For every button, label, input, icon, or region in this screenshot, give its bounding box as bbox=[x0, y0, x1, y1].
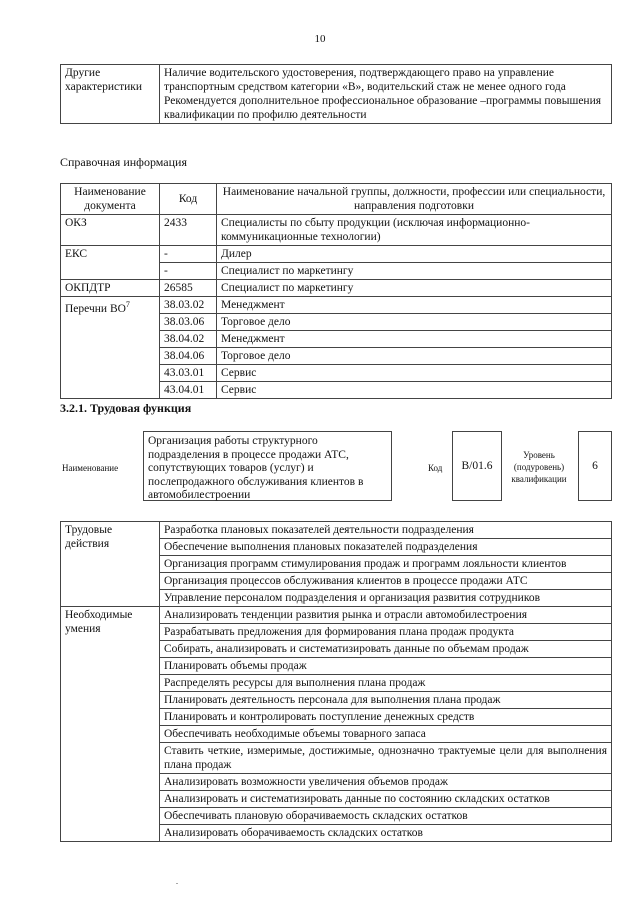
labor-function-heading: 3.2.1. Трудовая функция bbox=[60, 401, 192, 415]
ref-name: Сервис bbox=[217, 365, 612, 382]
other-characteristics-label: Другие характеристики bbox=[61, 65, 160, 124]
skill-item: Распределять ресурсы для выполнения плана продаж bbox=[160, 675, 612, 692]
function-code: В/01.6 bbox=[452, 431, 502, 501]
action-item: Обеспечение выполнения плановых показателей подразделения bbox=[160, 539, 612, 556]
skill-item: Планировать деятельность персонала для выполнения плана продаж bbox=[160, 692, 612, 709]
skill-item: Анализировать и систематизировать данные по состоянию складских остатков bbox=[160, 791, 612, 808]
action-item: Организация программ стимулирования продаж и программ лояльности клиентов bbox=[160, 556, 612, 573]
header-name: Наименование начальной группы, должности, профессии или специальности, направления подготовки bbox=[217, 184, 612, 215]
footnote-marker: 7 bbox=[125, 300, 130, 309]
ref-code: 38.03.02 bbox=[160, 297, 217, 314]
reference-table bbox=[60, 183, 612, 399]
ref-doc-okpdtr: ОКПДТР bbox=[61, 280, 160, 297]
actions-label: Трудовые действия bbox=[61, 522, 160, 607]
ref-doc-vo bbox=[61, 297, 160, 399]
skill-item: Ставить четкие, измеримые, достижимые, однозначно трактуемые цели для выполнения плана продаж bbox=[160, 743, 612, 774]
ref-name: Торговое дело bbox=[217, 348, 612, 365]
skill-item: Анализировать тенденции развития рынка и отрасли автомобилестроения bbox=[160, 607, 612, 624]
ref-code: 2433 bbox=[160, 215, 217, 246]
ref-name: Дилер bbox=[217, 246, 612, 263]
ref-name: Специалисты по сбыту продукции (исключая информационно-коммуникационные технологии) bbox=[217, 215, 612, 246]
ref-name: Менеджмент bbox=[217, 331, 612, 348]
action-item: Разработка плановых показателей деятельности подразделения bbox=[160, 522, 612, 539]
action-item: Управление персоналом подразделения и организация развития сотрудников bbox=[160, 590, 612, 607]
code-label: Код bbox=[428, 463, 443, 473]
name-label: Наименование bbox=[62, 463, 119, 473]
ref-name: Торговое дело bbox=[217, 314, 612, 331]
ref-code: 38.03.06 bbox=[160, 314, 217, 331]
ref-code: 38.04.02 bbox=[160, 331, 217, 348]
header-code: Код bbox=[160, 184, 217, 215]
ref-code: 43.03.01 bbox=[160, 365, 217, 382]
skill-item: Собирать, анализировать и систематизировать данные по объемам продаж bbox=[160, 641, 612, 658]
skill-item: Анализировать возможности увеличения объемов продаж bbox=[160, 774, 612, 791]
ref-name: Сервис bbox=[217, 382, 612, 399]
qualification-level-label: Уровень (подуровень) квалификации bbox=[511, 450, 567, 484]
skill-item: Планировать и контролировать поступление денежных средств bbox=[160, 709, 612, 726]
qualification-level: 6 bbox=[578, 431, 612, 501]
ref-doc-okz: ОКЗ bbox=[61, 215, 160, 246]
ref-code: 26585 bbox=[160, 280, 217, 297]
table-row bbox=[61, 215, 612, 246]
table-row bbox=[61, 246, 612, 263]
action-item: Организация процессов обслуживания клиентов в процессе продажи АТС bbox=[160, 573, 612, 590]
skill-item: Обеспечивать необходимые объемы товарного запаса bbox=[160, 726, 612, 743]
ref-code: 38.04.06 bbox=[160, 348, 217, 365]
ref-code: - bbox=[160, 246, 217, 263]
reference-title: Справочная информация bbox=[60, 155, 187, 169]
other-characteristics-table bbox=[60, 64, 612, 124]
skill-item: Разрабатывать предложения для формирования плана продаж продукта bbox=[160, 624, 612, 641]
ref-name: Специалист по маркетингу bbox=[217, 263, 612, 280]
table-row bbox=[61, 297, 612, 314]
ref-doc-vo-label: Перечни ВО bbox=[65, 302, 126, 315]
footer-mark: . bbox=[176, 877, 178, 886]
other-characteristics-line: Наличие водительского удостоверения, подтверждающего право на управление транспортным средством категории «В», водительский стаж не менее одного года bbox=[164, 67, 566, 93]
ref-name: Менеджмент bbox=[217, 297, 612, 314]
table-row bbox=[61, 522, 612, 539]
ref-code: 43.04.01 bbox=[160, 382, 217, 399]
skill-item: Планировать объемы продаж bbox=[160, 658, 612, 675]
ref-doc-eks: ЕКС bbox=[61, 246, 160, 280]
actions-skills-table bbox=[60, 521, 612, 842]
skill-item: Анализировать оборачиваемость складских остатков bbox=[160, 825, 612, 842]
table-row bbox=[61, 280, 612, 297]
other-characteristics-content bbox=[160, 65, 612, 124]
table-row bbox=[61, 607, 612, 624]
function-name: Организация работы структурного подразделения в процессе продажи АТС, сопутствующих товаров (услуг) и послепродажного обслуживания клиентов в автомобилестроении bbox=[143, 431, 392, 501]
ref-code: - bbox=[160, 263, 217, 280]
page-number: 10 bbox=[314, 33, 326, 45]
skills-label: Необходимые умения bbox=[61, 607, 160, 842]
labor-function-header bbox=[60, 427, 612, 505]
skill-item: Обеспечивать плановую оборачиваемость складских остатков bbox=[160, 808, 612, 825]
header-document: Наименование документа bbox=[61, 184, 160, 215]
ref-name: Специалист по маркетингу bbox=[217, 280, 612, 297]
other-characteristics-line: Рекомендуется дополнительное профессиональное образование –программы повышения квалификации по профилю деятельности bbox=[164, 95, 602, 121]
